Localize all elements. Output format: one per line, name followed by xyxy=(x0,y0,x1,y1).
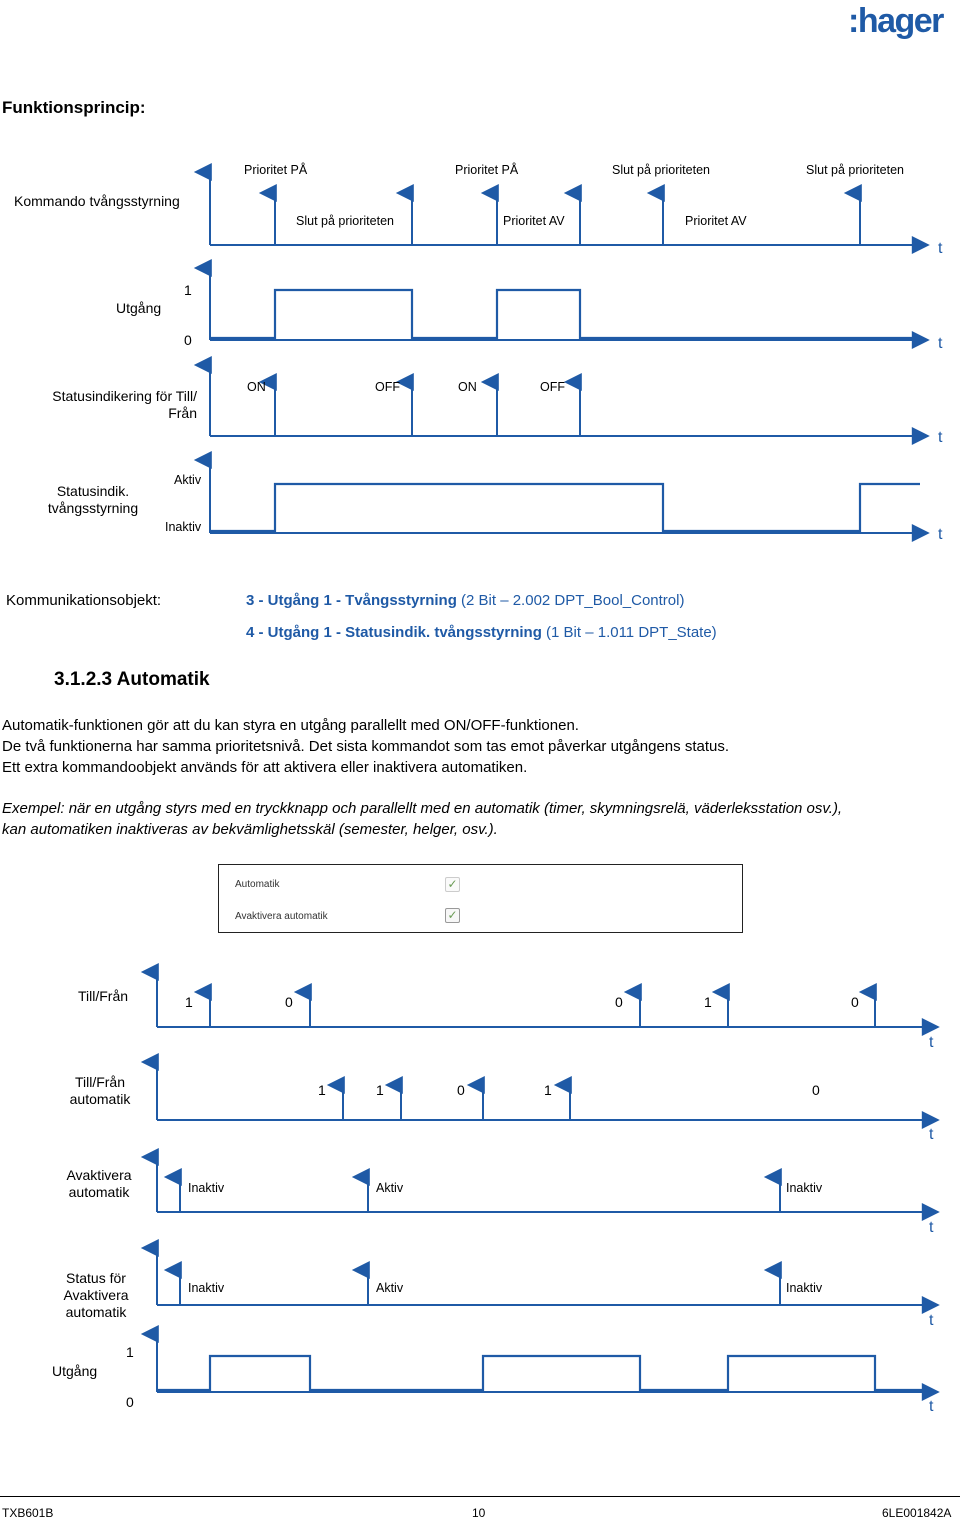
till-fran-value: 1 xyxy=(704,994,712,1010)
label-off-2: OFF xyxy=(540,380,565,394)
time-label: t xyxy=(938,429,943,446)
footer-page-number: 10 xyxy=(472,1506,486,1520)
row-till-fran-automatik: Till/Från automatik xyxy=(69,1074,131,1107)
paragraph-1: Automatik-funktionen gör att du kan styra en utgång parallellt med ON/OFF-funktionen. xyxy=(2,717,579,734)
comm-object-4-type: (1 Bit – 1.011 DPT_State) xyxy=(541,624,717,641)
till-fran-value: 0 xyxy=(851,994,859,1010)
avaktivera-state: Aktiv xyxy=(376,1181,404,1195)
footer-ref: 6LE001842A xyxy=(882,1506,952,1520)
value-zero: 0 xyxy=(126,1394,134,1410)
value-one: 1 xyxy=(126,1344,134,1360)
row-utgang: Utgång xyxy=(116,300,162,316)
row-status-tvang: Statusindik. tvångsstyrning xyxy=(47,483,139,516)
automatik-value: 1 xyxy=(376,1082,384,1098)
time-label: t xyxy=(929,1398,934,1415)
row-status-avaktivera: Status för Avaktivera automatik xyxy=(63,1270,129,1320)
till-fran-value: 0 xyxy=(285,994,293,1010)
setting-avaktivera-label: Avaktivera automatik xyxy=(235,911,328,922)
comm-object-3-type: (2 Bit – 2.002 DPT_Bool_Control) xyxy=(456,592,685,609)
status-state: Inaktiv xyxy=(188,1281,225,1295)
example-line-2: kan automatiken inaktiveras av bekvämlighetsskäl (semester, helger, osv.). xyxy=(2,821,498,838)
footer-rule xyxy=(0,1496,960,1497)
automatik-value: 1 xyxy=(544,1082,552,1098)
setting-automatik-label: Automatik xyxy=(235,879,280,890)
comm-object-3-name: 3 - Utgång 1 - Tvångsstyrning xyxy=(246,592,457,609)
kommunikation-label: Kommunikationsobjekt: xyxy=(6,592,162,609)
value-zero: 0 xyxy=(184,332,192,348)
row-status-till: Statusindikering för Till/ Från xyxy=(52,388,197,421)
paragraph-2: De två funktionerna har samma prioritetsnivå. Det sista kommandot som tas emot påverkar utgångens status. xyxy=(2,738,730,755)
label-slut-1: Slut på prioriteten xyxy=(612,163,710,177)
avaktivera-state: Inaktiv xyxy=(188,1181,225,1195)
label-off-1: OFF xyxy=(375,380,400,394)
label-inaktiv: Inaktiv xyxy=(165,520,202,534)
time-label: t xyxy=(929,1312,934,1329)
automatik-settings-panel xyxy=(218,864,743,933)
label-prioritet-av-1: Prioritet AV xyxy=(503,214,565,228)
time-label: t xyxy=(929,1126,934,1143)
avaktivera-checkbox[interactable]: ✓ xyxy=(445,908,460,923)
label-prioritet-av-2: Prioritet AV xyxy=(685,214,747,228)
value-one: 1 xyxy=(184,282,192,298)
label-prioritet-pa-1: Prioritet PÅ xyxy=(244,163,308,177)
row-avaktivera: Avaktivera automatik xyxy=(66,1167,132,1200)
label-slut-mid: Slut på prioriteten xyxy=(296,214,394,228)
row-kommando: Kommando tvångsstyrning xyxy=(14,193,180,209)
time-label: t xyxy=(938,240,943,257)
automatik-checkbox[interactable]: ✓ xyxy=(445,877,460,892)
label-on-1: ON xyxy=(247,380,266,394)
comm-object-3 xyxy=(246,592,684,609)
time-label: t xyxy=(929,1219,934,1236)
example-line-1: Exempel: när en utgång styrs med en tryckknapp och parallellt med en automatik (timer, skymningsrelä, väderleksstation osv.), xyxy=(2,800,843,817)
comm-object-4-name: 4 - Utgång 1 - Statusindik. tvångsstyrning xyxy=(246,624,542,641)
avaktivera-state: Inaktiv xyxy=(786,1181,823,1195)
status-state: Inaktiv xyxy=(786,1281,823,1295)
section-title: Funktionsprincip: xyxy=(2,98,146,117)
time-label: t xyxy=(929,1034,934,1051)
till-fran-value: 0 xyxy=(615,994,623,1010)
status-state: Aktiv xyxy=(376,1281,404,1295)
row-utgang-2: Utgång xyxy=(52,1363,98,1379)
label-slut-2: Slut på prioriteten xyxy=(806,163,904,177)
hager-logo: :hager xyxy=(848,2,943,40)
label-on-2: ON xyxy=(458,380,477,394)
paragraph-3: Ett extra kommandoobjekt används för att aktivera eller inaktivera automatiken. xyxy=(2,759,528,776)
row-till-fran: Till/Från xyxy=(78,988,129,1004)
till-fran-value: 1 xyxy=(185,994,193,1010)
automatik-value: 1 xyxy=(318,1082,326,1098)
comm-object-4 xyxy=(246,624,717,641)
automatik-value: 0 xyxy=(812,1082,820,1098)
time-label: t xyxy=(938,526,943,543)
automatik-value: 0 xyxy=(457,1082,465,1098)
time-label: t xyxy=(938,335,943,352)
label-prioritet-pa-2: Prioritet PÅ xyxy=(455,163,519,177)
statustvang-waveform xyxy=(210,484,920,531)
label-aktiv: Aktiv xyxy=(174,473,202,487)
footer-doc-id: TXB601B xyxy=(2,1506,54,1520)
section-heading: 3.1.2.3 Automatik xyxy=(54,669,210,690)
utgang-waveform xyxy=(210,290,920,338)
utgang2-waveform xyxy=(157,1356,930,1390)
